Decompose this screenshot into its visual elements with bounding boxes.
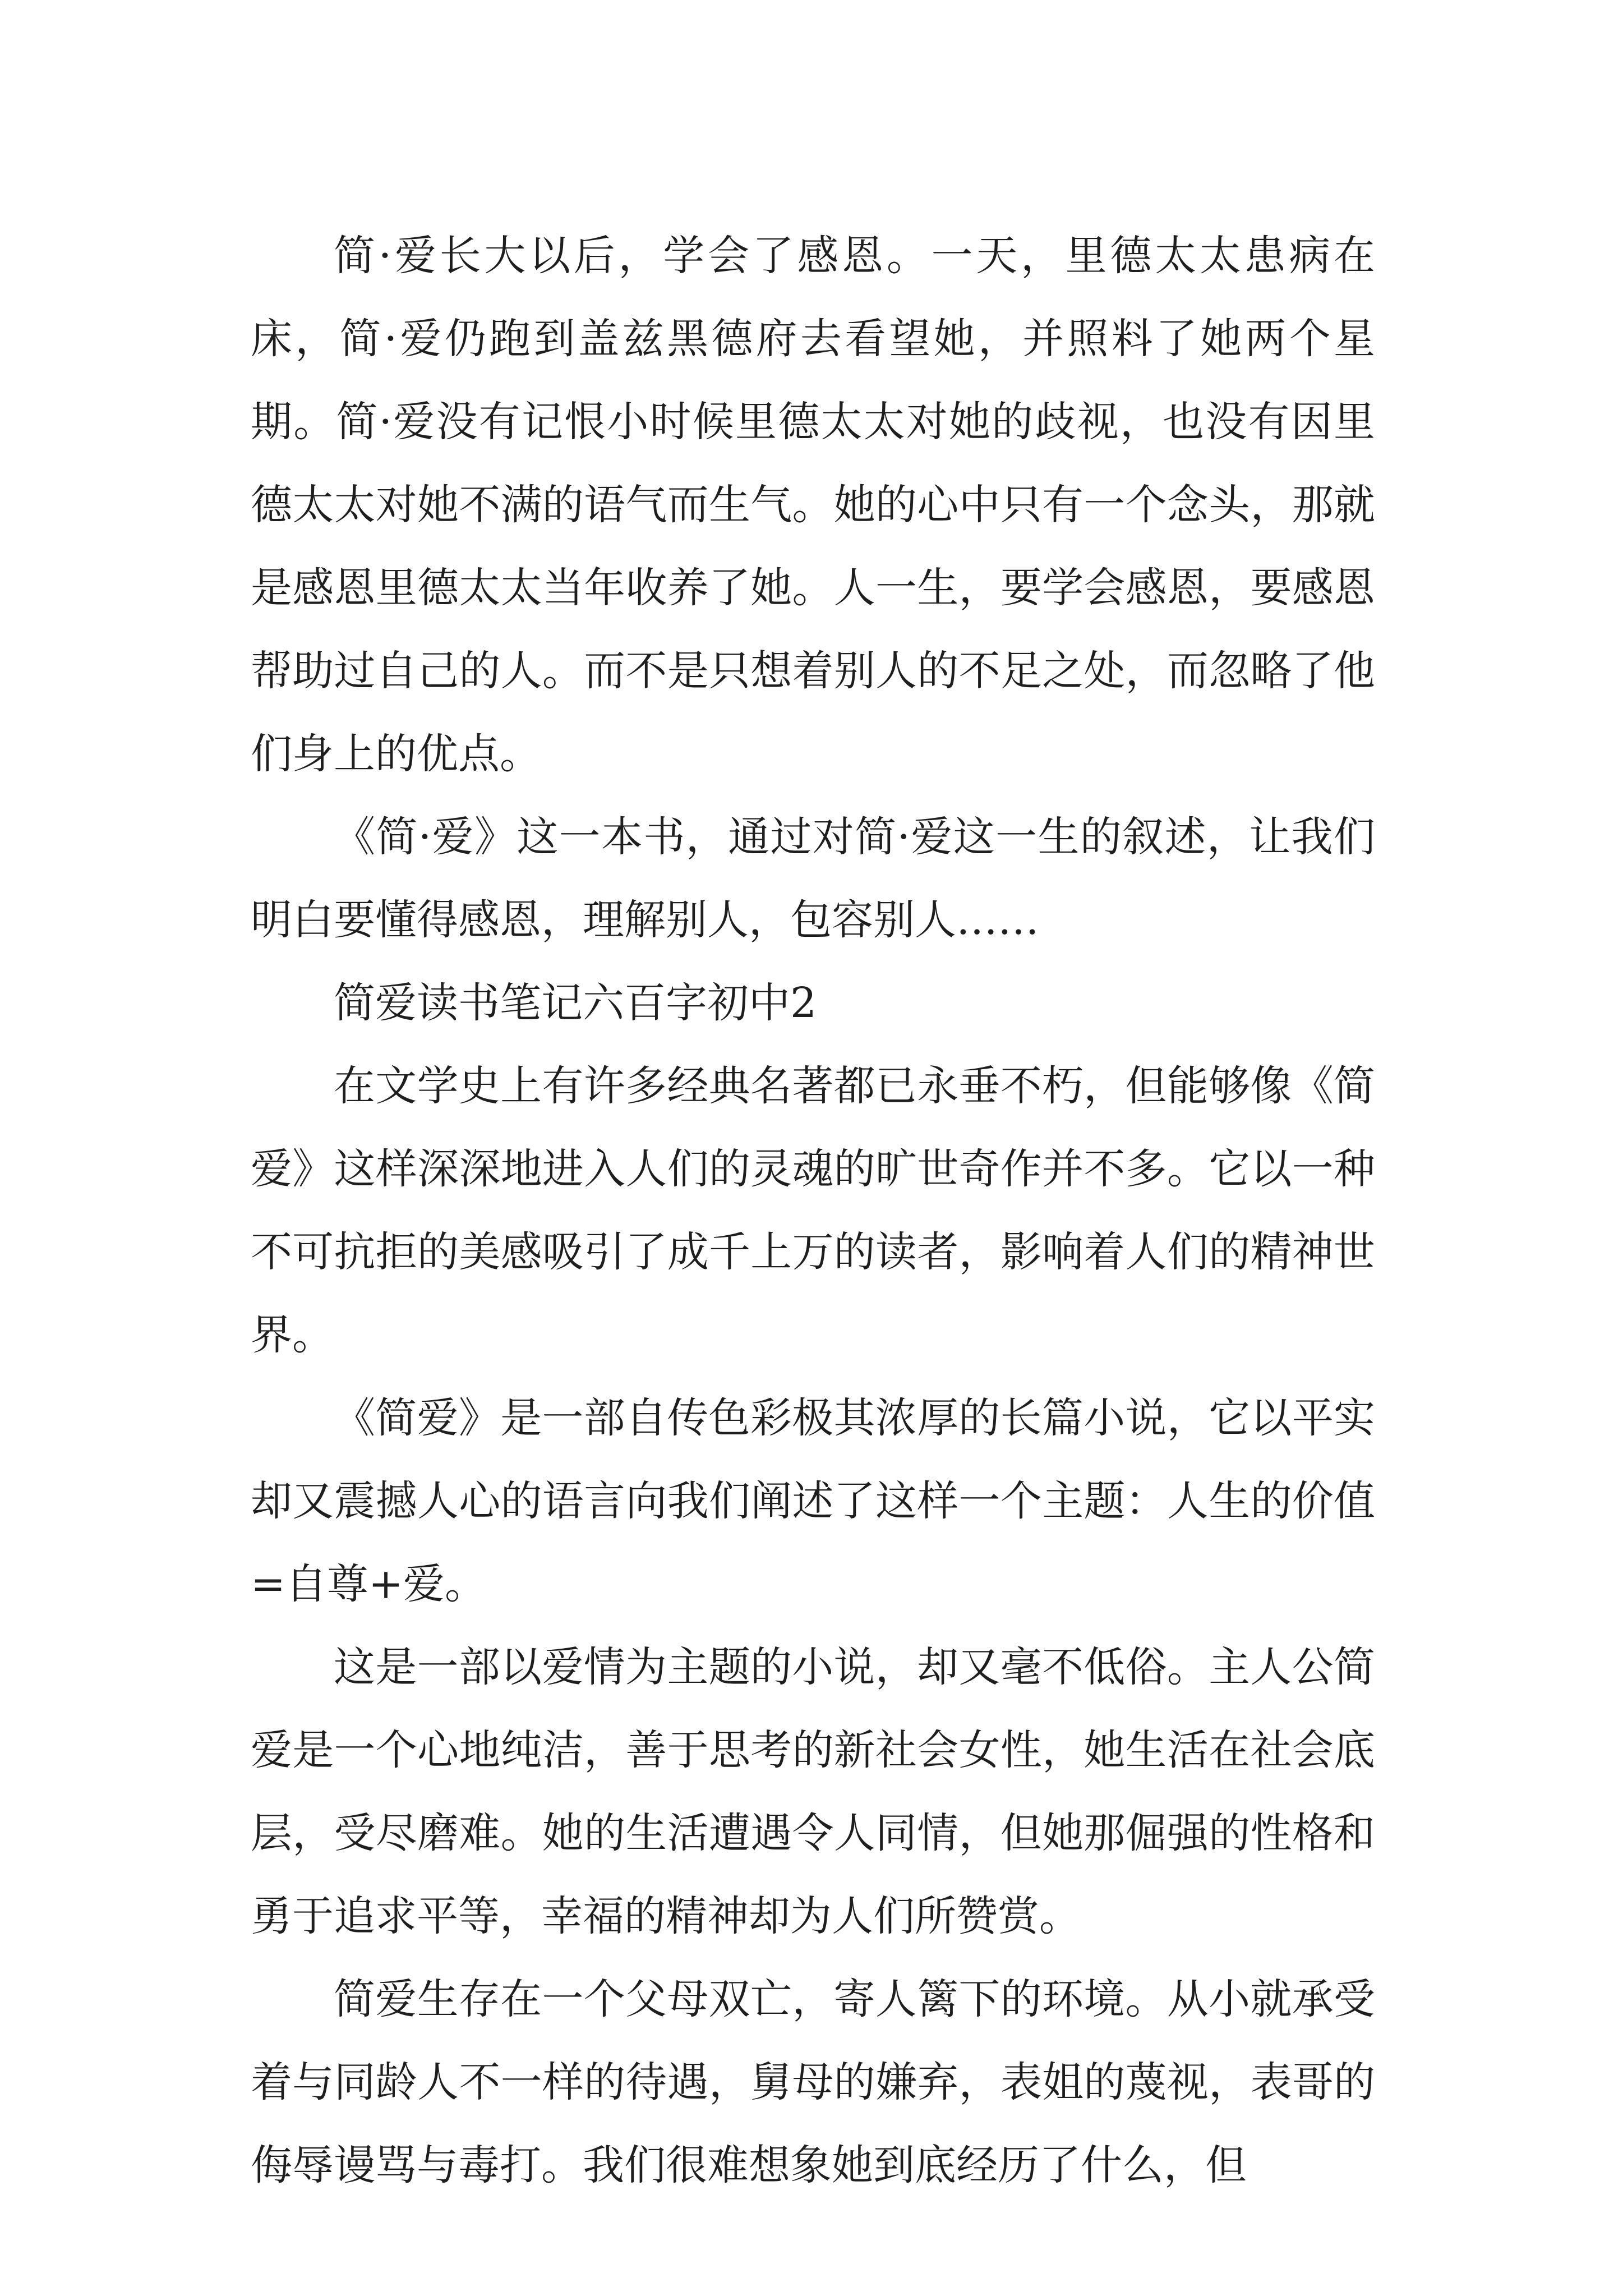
- paragraph-childhood: 简爱生存在一个父母双亡，寄人篱下的环境。从小就承受着与同龄人不一样的待遇，舅母的嫌弃，表姐的蔑视，表哥的侮辱谩骂与毒打。我们很难想象她到底经历了什么，但: [251, 1975, 1375, 2189]
- section-heading: 简爱读书笔记六百字初中2: [334, 979, 817, 1027]
- paragraph-gratitude: 简·爱长大以后，学会了感恩。一天，里德太太患病在床，简·爱仍跑到盖兹黑德府去看望她，并照料了她两个星期。简·爱没有记恨小时候里德太太对她的歧视，也没有因里德太太对她不满的语气而生气。她的心中只有一个念头，那就是感恩里德太太当年收养了她。人一生，要学会感恩，要感恩帮助过自己的人。而不是只想着别人的不足之处，而忽略了他们身上的优点。: [251, 232, 1375, 778]
- paragraph-summary: 《简·爱》这一本书，通过对简·爱这一生的叙述，让我们明白要懂得感恩，理解别人，包容别人……: [251, 813, 1375, 944]
- paragraph-love-theme: 这是一部以爱情为主题的小说，却又毫不低俗。主人公简爱是一个心地纯洁，善于思考的新社会女性，她生活在社会底层，受尽磨难。她的生活遭遇令人同情，但她那倔强的性格和勇于追求平等，幸福的精神却为人们所赞赏。: [251, 1643, 1375, 1940]
- paragraph-autobiographical: 《简爱》是一部自传色彩极其浓厚的长篇小说，它以平实却又震撼人心的语言向我们阐述了这样一个主题：人生的价值=自尊+爱。: [251, 1394, 1375, 1608]
- document-body: [251, 214, 1375, 2207]
- paragraph-literary-history: 在文学史上有许多经典名著都已永垂不朽，但能够像《简爱》这样深深地进入人们的灵魂的旷世奇作并不多。它以一种不可抗拒的美感吸引了成千上万的读者，影响着人们的精神世界。: [251, 1062, 1375, 1359]
